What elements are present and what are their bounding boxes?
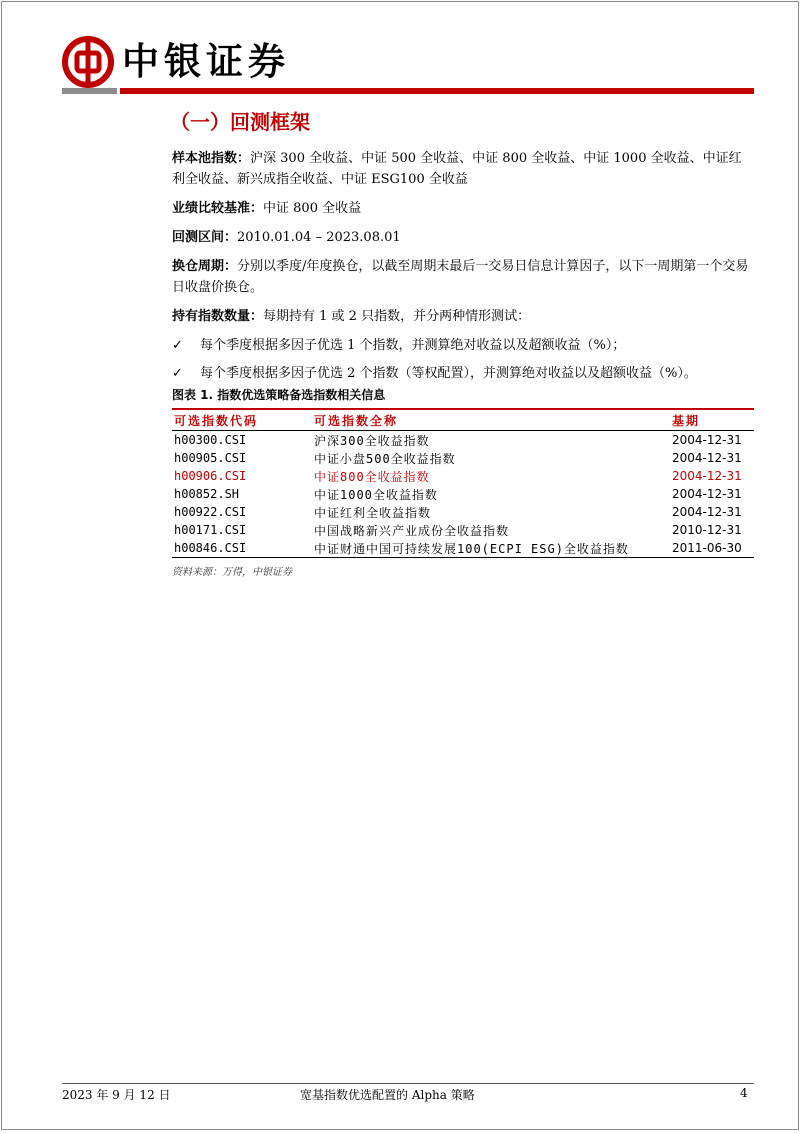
boc-logo-icon [62,36,114,88]
brand-name: 中银证券 [122,40,290,83]
period-value: 2010.01.04 – 2023.08.01 [237,230,401,245]
index-code: h00852.SH [174,487,240,501]
index-code: h00846.CSI [172,539,312,558]
index-name: 中证财通中国可持续发展100(ECPI ESG)全收益指数 [312,539,670,558]
index-name: 中证1000全收益指数 [314,487,438,502]
period-paragraph [172,227,754,248]
table-row [172,503,754,521]
sample-pool-paragraph [172,148,754,190]
index-base-date: 2010-12-31 [672,523,742,537]
index-code: h00300.CSI [174,433,247,447]
rebalance-paragraph [172,256,754,298]
index-base-date: 2004-12-31 [672,433,742,447]
backtest-parameters [172,148,754,391]
table-row [172,521,754,539]
table-row [172,449,754,467]
index-code: h00171.CSI [174,523,247,537]
column-header-code: 可选指数代码 [172,409,312,431]
footer-title: 宽基指数优选配置的 Alpha 策略 [300,1088,475,1102]
table-header-row [172,409,754,431]
index-base-date: 2011-06-30 [670,539,754,558]
index-code: h00906.CSI [174,469,247,483]
figure-source: 资料来源：万得，中银证券 [172,567,292,578]
bullet-item [172,363,754,384]
check-icon: ✓ [172,366,183,381]
index-base-date: 2004-12-31 [672,505,742,519]
benchmark-value: 中证 800 全收益 [263,201,362,216]
table-row [172,431,754,450]
header-bar-red [120,88,754,94]
index-code: h00905.CSI [174,451,247,465]
benchmark-paragraph [172,198,754,219]
rebalance-value: 分别以季度/年度换仓，以截至周期末最后一交易日信息计算因子，以下一周期第一个交易日收盘价换仓。 [172,259,749,295]
holdings-label: 持有指数数量： [172,309,264,324]
footer-divider [62,1083,754,1084]
benchmark-label: 业绩比较基准： [172,201,264,216]
figure-title: 图表 1. 指数优选策略备选指数相关信息 [172,388,386,402]
period-label: 回测区间： [172,230,238,245]
index-code: h00922.CSI [174,505,247,519]
column-header-name: 可选指数全称 [312,409,670,431]
sample-pool-label: 样本池指数： [172,151,251,166]
header-bar-gray [62,88,117,94]
section-heading: （一）回测框架 [170,110,310,134]
check-icon: ✓ [172,338,183,353]
bullet-item [172,335,754,356]
footer-date: 2023 年 9 月 12 日 [62,1088,171,1102]
index-table [172,408,754,558]
index-name: 中国战略新兴产业成份全收益指数 [314,523,510,538]
index-name: 中证红利全收益指数 [314,505,432,520]
table-row [172,485,754,503]
report-header [62,36,754,96]
page-number: 4 [740,1086,748,1100]
index-base-date: 2004-12-31 [672,487,742,501]
index-base-date: 2004-12-31 [672,451,742,465]
table-row [172,539,754,558]
column-header-base-date: 基期 [670,409,754,431]
sample-pool-value: 沪深 300 全收益、中证 500 全收益、中证 800 全收益、中证 1000 全收益、中证红利全收益、新兴成指全收益、中证 ESG100 全收益 [172,151,742,187]
bullet-text: 每个季度根据多因子优选 1 个指数，并测算绝对收益以及超额收益（%）； [200,338,626,353]
bullet-text: 每个季度根据多因子优选 2 个指数（等权配置），并测算绝对收益以及超额收益（%）。 [200,366,697,381]
index-name: 沪深300全收益指数 [314,433,430,448]
holdings-paragraph [172,306,754,327]
index-base-date: 2004-12-31 [672,469,742,483]
index-name: 中证800全收益指数 [314,469,430,484]
holdings-value: 每期持有 1 或 2 只指数，并分两种情形测试： [263,309,531,324]
index-name: 中证小盘500全收益指数 [314,451,456,466]
table-row-highlighted [172,467,754,485]
rebalance-label: 换仓周期： [172,259,238,274]
